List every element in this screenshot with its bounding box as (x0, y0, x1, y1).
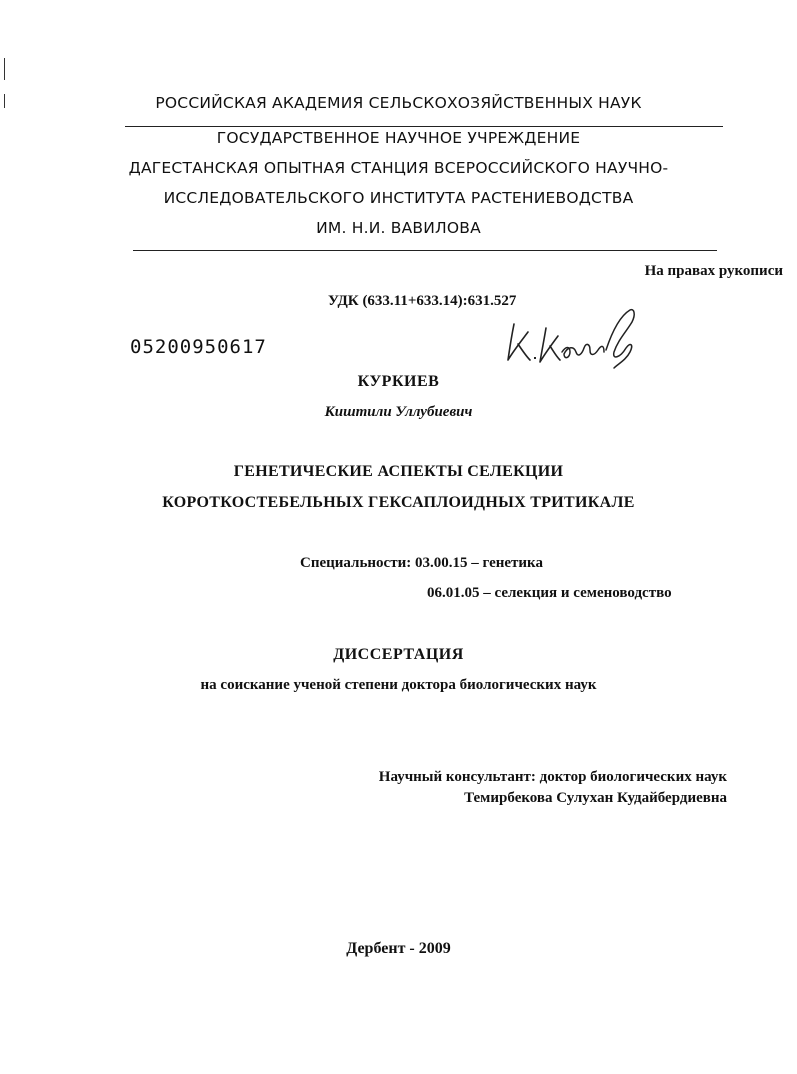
institution-line-1: ГОСУДАРСТВЕННОЕ НАУЧНОЕ УЧРЕЖДЕНИЕ (216, 129, 581, 147)
specialty-line-2: 06.01.05 – селекция и семеноводство (427, 585, 672, 601)
header-rule-top (125, 126, 723, 127)
academy-name: РОССИЙСКАЯ АКАДЕМИЯ СЕЛЬСКОХОЗЯЙСТВЕННЫХ НАУК (155, 94, 642, 112)
institution-line-2: ДАГЕСТАНСКАЯ ОПЫТНАЯ СТАНЦИЯ ВСЕРОССИЙСКОГО НАУЧНО- (128, 159, 669, 177)
rights-notice: На правах рукописи (644, 263, 783, 279)
handwritten-signature (494, 302, 654, 372)
scan-edge-mark (4, 58, 5, 80)
header-rule-bottom (133, 250, 717, 251)
consultant-title: Научный консультант: доктор биологических наук (378, 769, 727, 785)
degree-statement: на соискание ученой степени доктора биологических наук (200, 677, 597, 693)
institution-line-4: ИМ. Н.И. ВАВИЛОВА (316, 219, 481, 237)
specialty-line-1: Специальности: 03.00.15 – генетика (300, 555, 543, 571)
author-surname: КУРКИЕВ (357, 373, 440, 390)
author-given-names: Киштили Уллубиевич (324, 404, 473, 420)
place-and-year: Дербент - 2009 (346, 940, 451, 957)
udk-code: УДК (633.11+633.14):631.527 (328, 293, 517, 309)
document-type: ДИССЕРТАЦИЯ (333, 646, 464, 663)
dissertation-title-line-1: ГЕНЕТИЧЕСКИЕ АСПЕКТЫ СЕЛЕКЦИИ (233, 463, 564, 480)
institution-line-3: ИССЛЕДОВАТЕЛЬСКОГО ИНСТИТУТА РАСТЕНИЕВОДСТВА (163, 189, 634, 207)
library-stamp-number: 05200950617 (130, 336, 267, 358)
dissertation-title-line-2: КОРОТКОСТЕБЕЛЬНЫХ ГЕКСАПЛОИДНЫХ ТРИТИКАЛЕ (162, 494, 635, 511)
consultant-name: Темирбекова Сулухан Кудайбердиевна (464, 790, 727, 806)
